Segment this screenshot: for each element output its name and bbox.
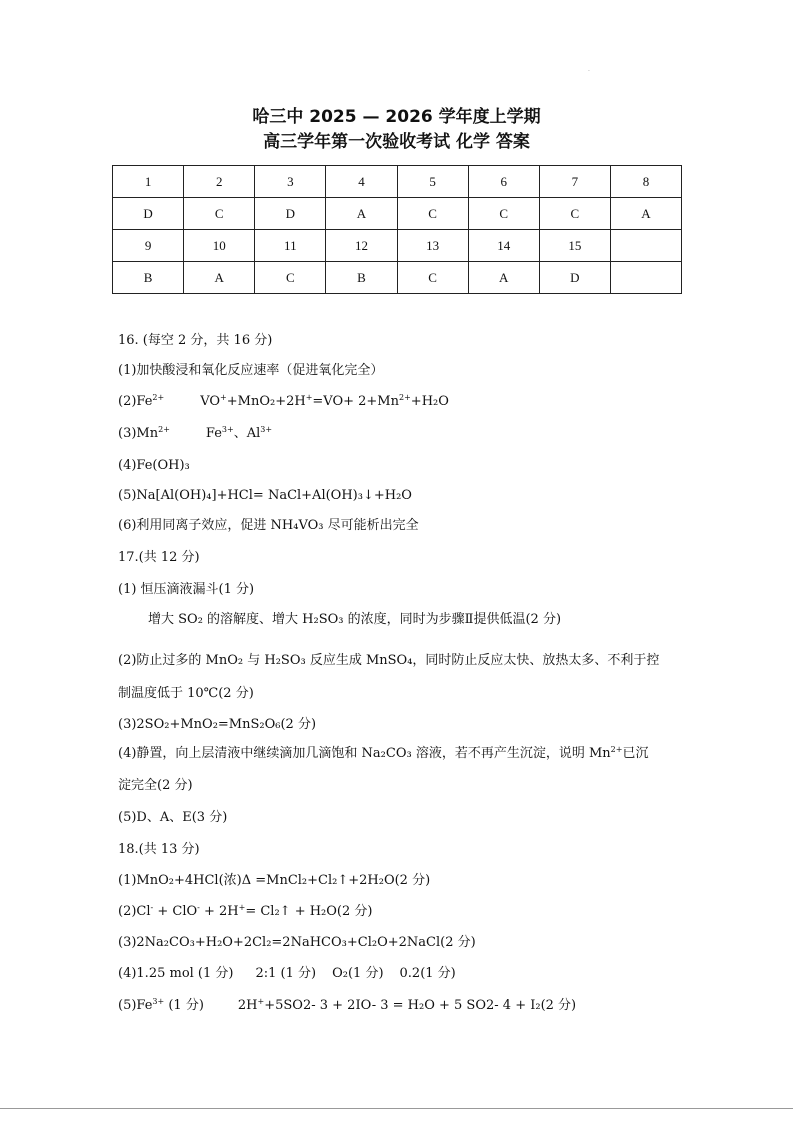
q17-answer-2: (2)防止过多的 MnO₂ 与 H₂SO₃ 反应生成 MnSO₄，同时防止反应太快、放热太多、不利于控 (118, 653, 660, 668)
answer-table-row (113, 230, 682, 262)
answer-table-cell: 6 (468, 166, 539, 198)
answer-table-cell: 8 (610, 166, 681, 198)
answer-table-cell: D (255, 198, 326, 230)
q18-answer-3: (3)2Na₂CO₃+H₂O+2Cl₂=2NaHCO₃+Cl₂O+2NaCl(2 分) (118, 935, 476, 950)
answer-table-cell: 4 (326, 166, 397, 198)
q17-answer-3: (3)2SO₂+MnO₂=MnS₂O₆(2 分) (118, 717, 317, 732)
q18-answer-4: (4)1.25 mol (1 分) 2:1 (1 分) O₂(1 分) 0.2(1 分) (118, 966, 456, 981)
q17-answer-4: (4)静置，向上层清液中继续滴加几滴饱和 Na₂CO₃ 溶液，若不再产生沉淀，说明 $Mn^{2+}$已沉 (118, 745, 649, 761)
answer-table-cell: C (255, 262, 326, 294)
page-bottom-rule (0, 1108, 793, 1109)
q17-answer-1: (1) 恒压滴液漏斗(1 分) (118, 582, 255, 597)
answer-table-row (113, 262, 682, 294)
q16-answer-2: $(2)Fe^{2+}$ $VO^++MnO_2+2H^+=VO+ 2+Mn^{2+}+H_2O$ (118, 393, 449, 409)
q18-heading: 18.(共 13 分) (118, 842, 200, 857)
answer-table-cell: 12 (326, 230, 397, 262)
answer-table-cell: 3 (255, 166, 326, 198)
q17-answer-4b: 淀完全(2 分) (118, 778, 193, 793)
q18-answer-1: (1)MnO₂+4HCl(浓)Δ =MnCl₂+Cl₂↑+2H₂O(2 分) (118, 873, 431, 888)
answer-table-row (113, 198, 682, 230)
answer-table-row (113, 166, 682, 198)
answer-table (112, 165, 682, 294)
answer-table-cell: 15 (539, 230, 610, 262)
answer-table-cell: C (397, 198, 468, 230)
answer-table-cell: C (539, 198, 610, 230)
answer-table-cell: D (113, 198, 184, 230)
answer-table-cell: C (397, 262, 468, 294)
answer-table-cell: B (113, 262, 184, 294)
answer-table-cell: 9 (113, 230, 184, 262)
q17-answer-1b: 增大 SO₂ 的溶解度、增大 H₂SO₃ 的浓度，同时为步骤Ⅱ提供低温(2 分) (148, 612, 562, 627)
q17-answer-5: (5)D、A、E(3 分) (118, 810, 228, 825)
answer-table-cell: 5 (397, 166, 468, 198)
answer-table-cell: A (184, 262, 255, 294)
page-title-line1: 哈三中 2025 — 2026 学年度上学期 (252, 107, 541, 127)
q18-answer-2: (2)Cl- + ClO- + 2H+= Cl₂↑ + H₂O(2 分) (118, 903, 373, 919)
answer-table-cell: C (468, 198, 539, 230)
q18-answer-5: $(5)Fe^{3+}$ (1 分) 2H++5SO2- 3 + 2IO- 3 = H₂O + 5 SO2- 4 + I₂(2 分) (118, 997, 577, 1013)
q16-answer-3: $(3)Mn^{2+}$ $Fe^{3+}$、$Al^{3+}$ (118, 425, 273, 441)
q16-answer-6: (6)利用同离子效应，促进 NH₄VO₃ 尽可能析出完全 (118, 518, 419, 533)
answer-table-cell: 11 (255, 230, 326, 262)
q17-answer-2b: 制温度低于 10℃(2 分) (118, 686, 254, 701)
q17-heading: 17.(共 12 分) (118, 550, 200, 565)
answer-table-cell: 13 (397, 230, 468, 262)
answer-table-cell: 10 (184, 230, 255, 262)
answer-table-cell: 1 (113, 166, 184, 198)
answer-table-cell: D (539, 262, 610, 294)
answer-table-cell (610, 262, 681, 294)
answer-table-cell: A (326, 198, 397, 230)
answer-table-cell (610, 230, 681, 262)
scan-dot: . (588, 66, 590, 73)
answer-table-cell: 2 (184, 166, 255, 198)
answer-table-cell: A (468, 262, 539, 294)
answer-table-cell: 7 (539, 166, 610, 198)
page-title-line2: 高三学年第一次验收考试 化学 答案 (263, 132, 530, 152)
answer-table-cell: B (326, 262, 397, 294)
answer-table-cell: 14 (468, 230, 539, 262)
q16-answer-1: (1)加快酸浸和氧化反应速率（促进氧化完全） (118, 363, 384, 378)
q16-answer-4: (4)Fe(OH)₃ (118, 458, 190, 473)
answer-table-cell: C (184, 198, 255, 230)
q16-answer-5: (5)Na[Al(OH)₄]+HCl= NaCl+Al(OH)₃↓+H₂O (118, 488, 412, 503)
answer-table-cell: A (610, 198, 681, 230)
q16-heading: 16. (每空 2 分，共 16 分) (118, 333, 273, 348)
